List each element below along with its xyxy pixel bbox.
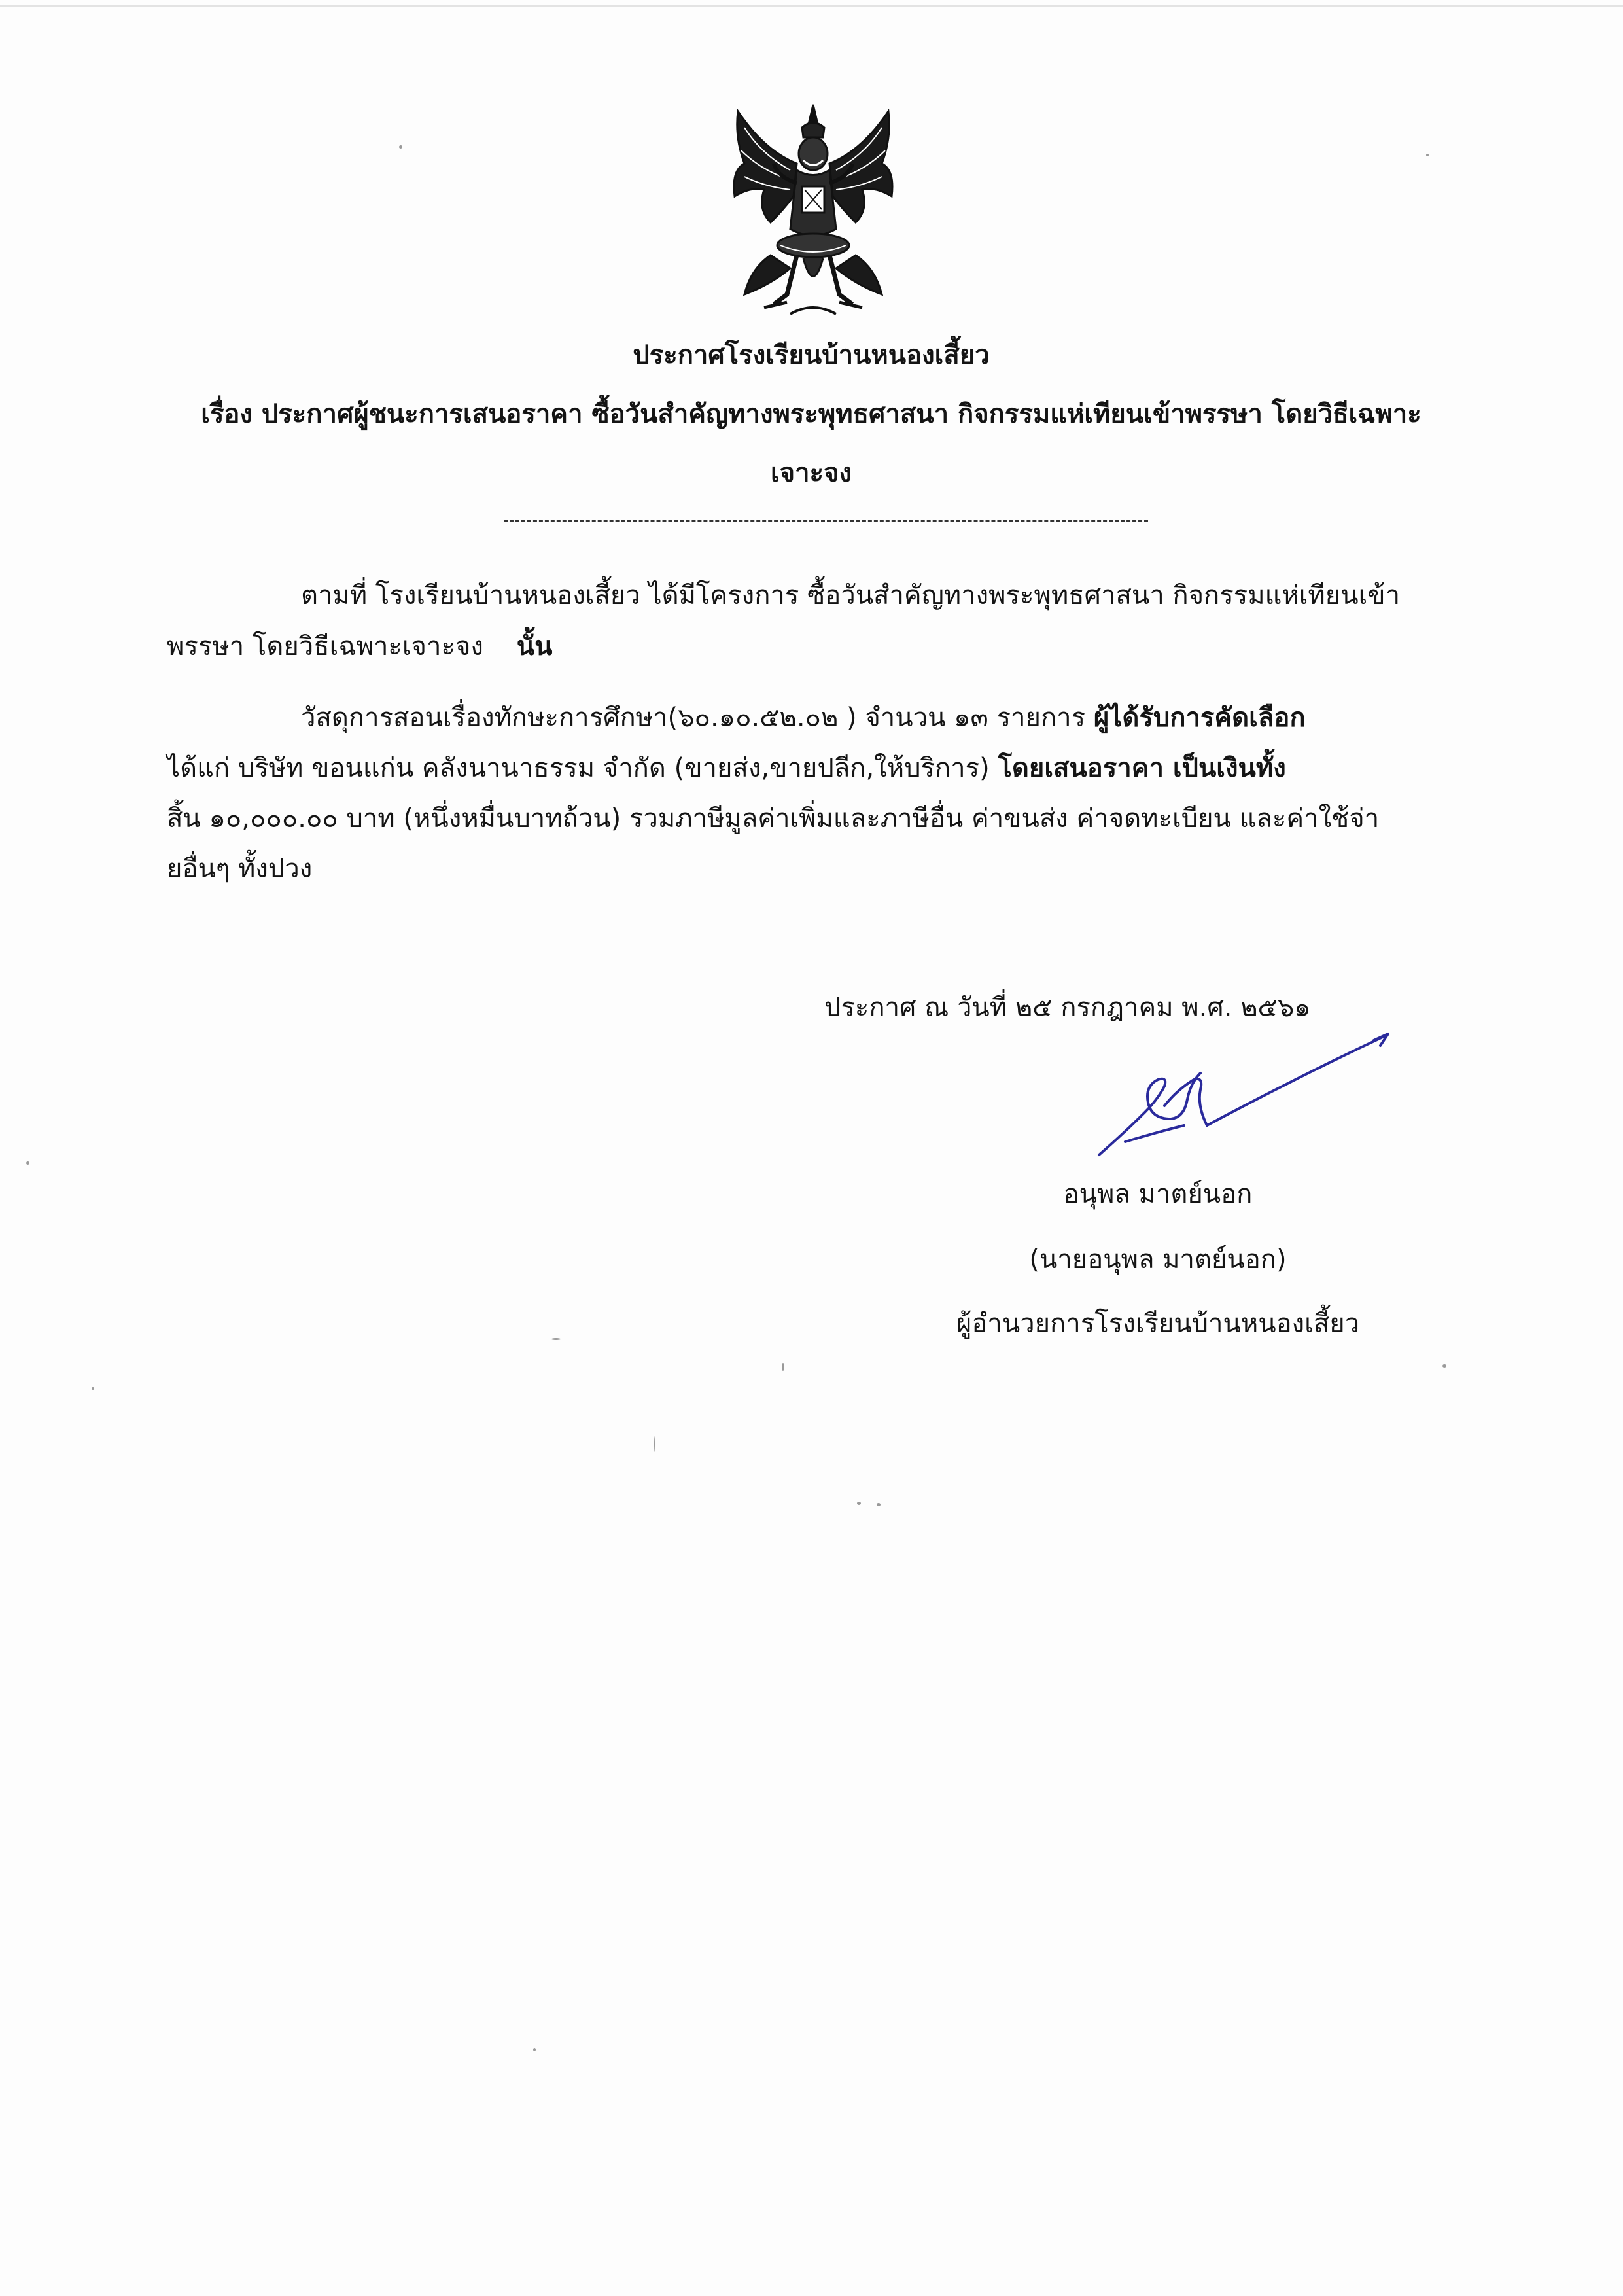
paragraph-2-line-3: สิ้น ๑๐,๐๐๐.๐๐ บาท (หนึ่งหมื่นบาทถ้วน) รวมภาษีมูลค่าเพิ่มและภาษีอื่น ค่าขนส่ง ค่าจดทะเบียน และค่าใช้จ่า	[167, 804, 1380, 834]
scan-speck	[857, 1502, 861, 1505]
heading-subject-continued: เจาะจง	[770, 458, 852, 488]
scan-speck	[877, 1503, 881, 1506]
signatory-name: อนุพล มาตย์นอก	[1063, 1179, 1253, 1209]
winner-company: ได้แก่ บริษัท ขอนแก่น คลังนานาธรรม จำกัด (ขายส่ง,ขายปลีก,ให้บริการ)	[167, 753, 990, 783]
paragraph-1-line-1: ตามที่ โรงเรียนบ้านหนองเสี้ยว ได้มีโครงการ ซื้อวันสำคัญทางพระพุทธศาสนา กิจกรรมแห่เทียนเข้า	[301, 580, 1401, 610]
item-description: วัสดุการสอนเรื่องทักษะการศึกษา(๖๐.๑๐.๕๒.๐๒ ) จำนวน ๑๓ รายการ	[301, 703, 1086, 733]
scan-speck	[1426, 154, 1429, 156]
offer-label: โดยเสนอราคา เป็นเงินทั้ง	[998, 753, 1286, 783]
paragraph-2-line-2	[167, 749, 1286, 788]
scan-speck	[92, 1387, 94, 1390]
paragraph-1-end: นั้น	[516, 631, 553, 662]
heading-subject: เรื่อง ประกาศผู้ชนะการเสนอราคา ซื้อวันสำคัญทางพระพุทธศาสนา กิจกรรมแห่เทียนเข้าพรรษา โดยวิธีเฉพาะ	[201, 399, 1422, 429]
scan-speck	[782, 1363, 784, 1371]
paragraph-1-text: พรรษา โดยวิธีเฉพาะเจาะจง	[167, 631, 483, 662]
paragraph-2-line-1	[301, 698, 1306, 737]
scan-speck	[551, 1338, 561, 1340]
announcement-date: ประกาศ ณ วันที่ ๒๕ กรกฎาคม พ.ศ. ๒๕๖๑	[824, 993, 1311, 1023]
scan-speck	[399, 145, 402, 149]
paragraph-1-line-2	[167, 627, 552, 666]
heading-divider	[504, 520, 1148, 522]
scan-speck	[1442, 1364, 1446, 1368]
signatory-full-name: (นายอนุพล มาตย์นอก)	[1029, 1245, 1287, 1275]
scan-edge	[0, 5, 1623, 7]
garuda-emblem-icon	[725, 98, 901, 321]
scan-speck	[26, 1161, 29, 1165]
scan-speck	[654, 1436, 655, 1452]
signature	[1086, 1027, 1400, 1158]
heading-school: ประกาศโรงเรียนบ้านหนองเสี้ยว	[633, 340, 990, 370]
winner-label: ผู้ได้รับการคัดเลือก	[1093, 703, 1306, 733]
scan-speck	[533, 2048, 536, 2051]
signatory-position: ผู้อำนวยการโรงเรียนบ้านหนองเสี้ยว	[956, 1309, 1360, 1339]
paragraph-2-line-4: ยอื่นๆ ทั้งปวง	[167, 854, 313, 884]
